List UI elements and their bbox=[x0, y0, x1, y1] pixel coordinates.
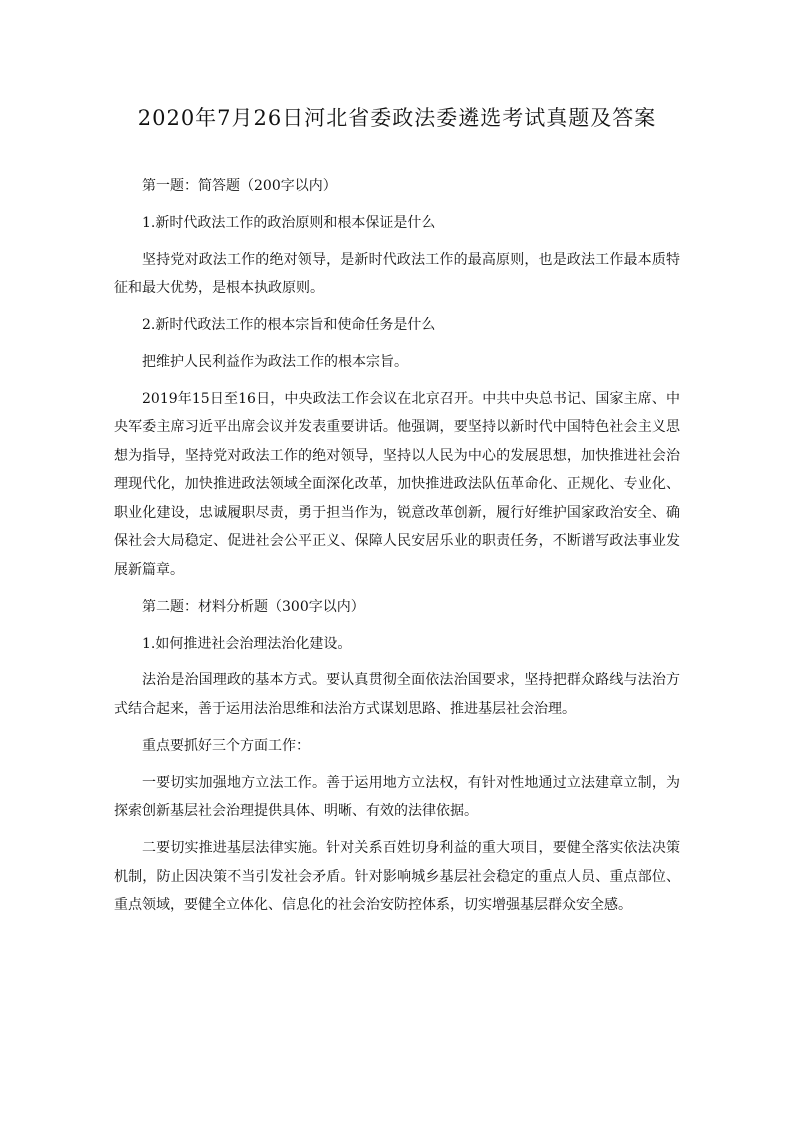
question-1-2: 2.新时代政法工作的根本宗旨和使命任务是什么 bbox=[142, 316, 436, 333]
answer-2-1-intro: 法治是治国理政的基本方式。要认真贯彻全面依法治国要求，坚持把群众路线与法治方式结合起来，善于运用法治思维和法治方式谋划思路、推进基层社会治理。 bbox=[114, 672, 680, 717]
answer-2-1-point-1: 一要切实加强地方立法工作。善于运用地方立法权，有针对性地通过立法建章立制，为探索创新基层社会治理提供具体、明晰、有效的法律依据。 bbox=[114, 774, 680, 820]
answer-2-1-focus: 重点要抓好三个方面工作： bbox=[142, 737, 310, 754]
question-2-1: 1.如何推进社会治理法治化建设。 bbox=[142, 635, 352, 652]
answer-1-1: 坚持党对政法工作的绝对领导，是新时代政法工作的最高原则，也是政法工作最本质特征和最大优势，是根本执政原则。 bbox=[114, 251, 680, 297]
document-title: 2020年7月26日河北省委政法委遴选考试真题及答案 bbox=[137, 106, 657, 130]
document-body bbox=[114, 172, 680, 928]
section-heading-1: 第一题：简答题（200字以内） bbox=[142, 178, 337, 194]
section-heading-2: 第二题：材料分析题（300字以内） bbox=[142, 598, 365, 615]
question-1-1: 1.新时代政法工作的政治原则和根本保证是什么 bbox=[142, 214, 436, 231]
answer-2-1-point-2: 二要切实推进基层法律实施。针对关系百姓切身利益的重大项目，要健全落实依法决策机制，防止因决策不当引发社会矛盾。针对影响城乡基层社会稳定的重点人员、重点部位、重点领域，要健全立体化、信息化的社会治安防控体系，切实增强基层群众安全感。 bbox=[114, 839, 680, 914]
answer-1-2-detail: 2019年15日至16日，中央政法工作会议在北京召开。中共中央总书记、国家主席、中央军委主席习近平出席会议并发表重要讲话。他强调，要坚持以新时代中国特色社会主义思想为指导，坚持党对政法工作的绝对领导，坚持以人民为中心的发展思想，加快推进社会治理现代化，加快推进政法领域全面深化改革，加快推进政法队伍革命化、正规化、专业化、职业化建设，忠诚履职尽责，勇于担当作为，锐意改革创新，履行好维护国家政治安全、确保社会大局稳定、促进社会公平正义、保障人民安居乐业的职责任务，不断谱写政法事业发展新篇章。 bbox=[114, 390, 680, 579]
answer-1-2: 把维护人民利益作为政法工作的根本宗旨。 bbox=[142, 353, 408, 370]
